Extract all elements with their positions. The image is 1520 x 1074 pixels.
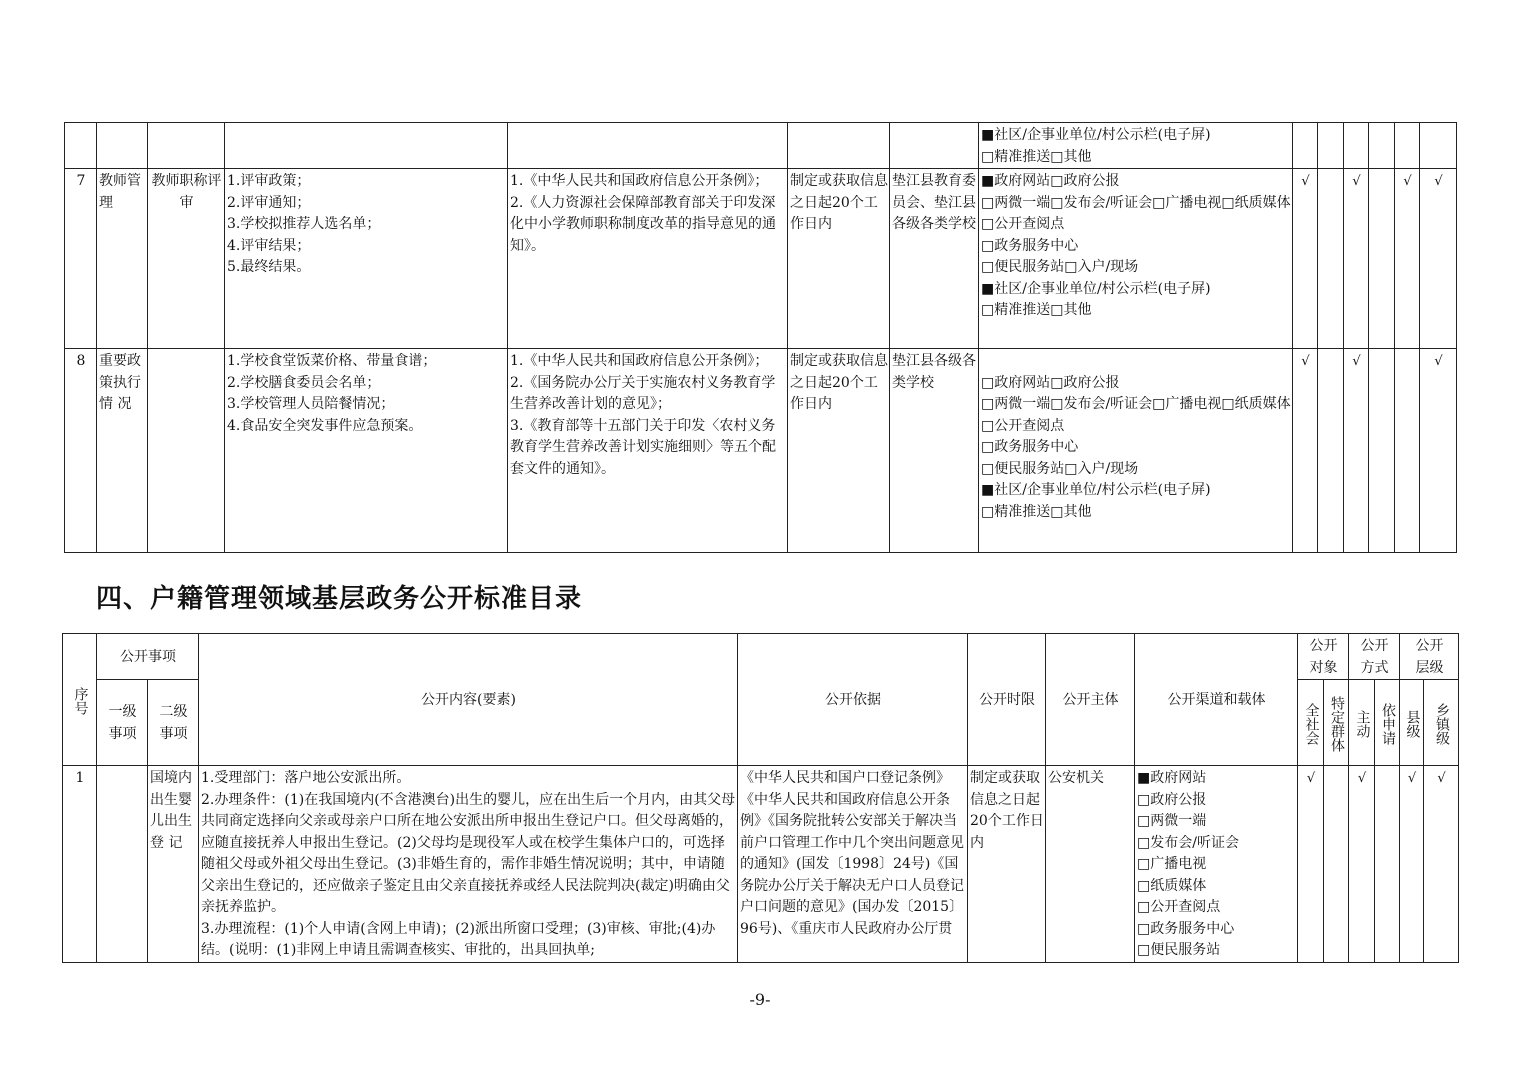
header-num: 序号 bbox=[72, 686, 89, 715]
basis-cell: 1.《中华人民共和国政府信息公开条例》； 2.《人力资源社会保障部教育部关于印发深化中小学教师职称制度改革的指导意见的通知》。 bbox=[508, 169, 788, 349]
level1-item: 教师管理 bbox=[97, 169, 148, 349]
header-level1: 一级 事项 bbox=[97, 680, 148, 766]
header-active: 主动 bbox=[1354, 709, 1371, 738]
header-time: 公开时限 bbox=[968, 634, 1046, 766]
subject-cell: 垫江县各级各类学校 bbox=[890, 349, 979, 553]
check-township: √ bbox=[1424, 766, 1459, 963]
check-township: √ bbox=[1420, 169, 1457, 349]
time-cell: 制定或获取信息之日起20个工作日内 bbox=[788, 349, 890, 553]
time-cell: 制定或获取信息之日起20个工作日内 bbox=[788, 169, 890, 349]
row-number: 7 bbox=[65, 169, 97, 349]
channels-cell: ■政府网站□政府公报 □两微一端□发布会/听证会□广播电视□纸质媒体□公开查阅点 □政务服务中心 □便民服务站□入户/现场 ■社区/企事业单位/村公示栏(电子屏) □精准推送□其他 bbox=[979, 169, 1293, 349]
header-channels: 公开渠道和载体 bbox=[1135, 634, 1298, 766]
household-registration-catalog-table bbox=[62, 633, 1459, 963]
content-cell: 1.评审政策； 2.评审通知； 3.学校拟推荐人选名单； 4.评审结果； 5.最终结果。 bbox=[225, 169, 508, 349]
basis-cell: 1.《中华人民共和国政府信息公开条例》； 2.《国务院办公厅关于实施农村义务教育学生营养改善计划的意见》； 3.《教育部等十五部门关于印发〈农村义务教育学生营养改善计划实施细则〉等五个配套文件的通知》。 bbox=[508, 349, 788, 553]
channels-cell: ■政府网站 □政府公报 □两微一端 □发布会/听证会 □广播电视 □纸质媒体 □公开查阅点 □政务服务中心 □便民服务站 bbox=[1135, 766, 1298, 963]
subject-cell: 垫江县教育委员会、垫江县各级各类学校 bbox=[890, 169, 979, 349]
check-active: √ bbox=[1344, 169, 1369, 349]
check-township: √ bbox=[1420, 349, 1457, 553]
channels-cell: □政府网站□政府公报 □两微一端□发布会/听证会□广播电视□纸质媒体□公开查阅点 □政务服务中心 □便民服务站□入户/现场 ■社区/企事业单位/村公示栏(电子屏) □精准推送□其他 bbox=[979, 349, 1293, 553]
check-specific-group bbox=[1318, 349, 1344, 553]
header-items: 公开事项 bbox=[97, 634, 199, 680]
header-content: 公开内容(要素) bbox=[199, 634, 738, 766]
check-on-request bbox=[1369, 349, 1395, 553]
check-all-society: √ bbox=[1293, 349, 1318, 553]
education-catalog-table bbox=[64, 122, 1457, 553]
check-county: √ bbox=[1400, 766, 1424, 963]
section-title: 四、户籍管理领域基层政务公开标准目录 bbox=[96, 584, 583, 614]
level2-item bbox=[148, 349, 225, 553]
level1-item bbox=[97, 766, 148, 963]
header-basis: 公开依据 bbox=[738, 634, 968, 766]
level2-item: 国境内出生婴儿出生登 记 bbox=[148, 766, 199, 963]
check-on-request bbox=[1369, 169, 1395, 349]
table-row bbox=[65, 169, 1457, 349]
subject-cell: 公安机关 bbox=[1046, 766, 1135, 963]
content-cell: 1.受理部门：落户地公安派出所。 2.办理条件：(1)在我国境内(不含港澳台)出生的婴儿，应在出生后一个月内，由其父母共同商定选择向父亲或母亲户口所在地公安派出所申报出生登记户口。但父母离婚的，应随直接抚养人申报出生登记。(2)父母均是现役军人或在校学生集体户口的，可选择随祖父母或外祖父母出生登记。(3)非婚生育的，需作非婚生情况说明；其中，申请随父亲出生登记的，还应做亲子鉴定且由父亲直接抚养或经人民法院判决(裁定)明确由父亲抚养监护。 3.办理流程：(1)个人申请(含网上申请)；(2)派出所窗口受理；(3)审核、审批;(4)办结。(说明：(1)非网上申请且需调查核实、审批的，出具回执单; bbox=[199, 766, 738, 963]
header-subject: 公开主体 bbox=[1046, 634, 1135, 766]
basis-cell: 《中华人民共和国户口登记条例》《中华人民共和国政府信息公开条例》《国务院批转公安部关于解决当前户口管理工作中几个突出问题意见的通知》(国发〔1998〕24号)《国务院办公厅关于解决无户口人员登记户口问题的意见》(国办发〔2015〕96号)、《重庆市人民政府办公厅贯 bbox=[738, 766, 968, 963]
check-county: √ bbox=[1395, 169, 1420, 349]
check-all-society: √ bbox=[1298, 766, 1324, 963]
header-method: 公开 方式 bbox=[1349, 634, 1400, 680]
check-specific-group bbox=[1324, 766, 1349, 963]
channels-cell: ■社区/企事业单位/村公示栏(电子屏) □精准推送□其他 bbox=[979, 123, 1293, 169]
level2-item: 教师职称评审 bbox=[148, 169, 225, 349]
header-row bbox=[63, 634, 1459, 680]
check-county bbox=[1395, 349, 1420, 553]
check-active: √ bbox=[1349, 766, 1375, 963]
header-target: 公开 对象 bbox=[1298, 634, 1349, 680]
table-row bbox=[63, 766, 1459, 963]
header-county: 县级 bbox=[1404, 709, 1421, 738]
header-level2: 二级 事项 bbox=[148, 680, 199, 766]
content-cell: 1.学校食堂饭菜价格、带量食谱； 2.学校膳食委员会名单； 3.学校管理人员陪餐情况； 4.食品安全突发事件应急预案。 bbox=[225, 349, 508, 553]
time-cell: 制定或获取信息之日起20个工作日内 bbox=[968, 766, 1046, 963]
check-active: √ bbox=[1344, 349, 1369, 553]
level1-item: 重要政策执行情 况 bbox=[97, 349, 148, 553]
check-all-society: √ bbox=[1293, 169, 1318, 349]
check-specific-group bbox=[1318, 169, 1344, 349]
header-level: 公开 层级 bbox=[1400, 634, 1459, 680]
row-number: 1 bbox=[63, 766, 97, 963]
table-row bbox=[65, 349, 1457, 553]
row-number: 8 bbox=[65, 349, 97, 553]
check-on-request bbox=[1375, 766, 1400, 963]
header-township: 乡镇级 bbox=[1434, 702, 1450, 745]
table-row bbox=[65, 123, 1457, 169]
header-on-request: 依申请 bbox=[1380, 702, 1396, 745]
header-specific-group: 特定群体 bbox=[1329, 695, 1345, 752]
page-number: -9- bbox=[749, 990, 771, 1009]
header-all-society: 全社会 bbox=[1303, 702, 1320, 745]
